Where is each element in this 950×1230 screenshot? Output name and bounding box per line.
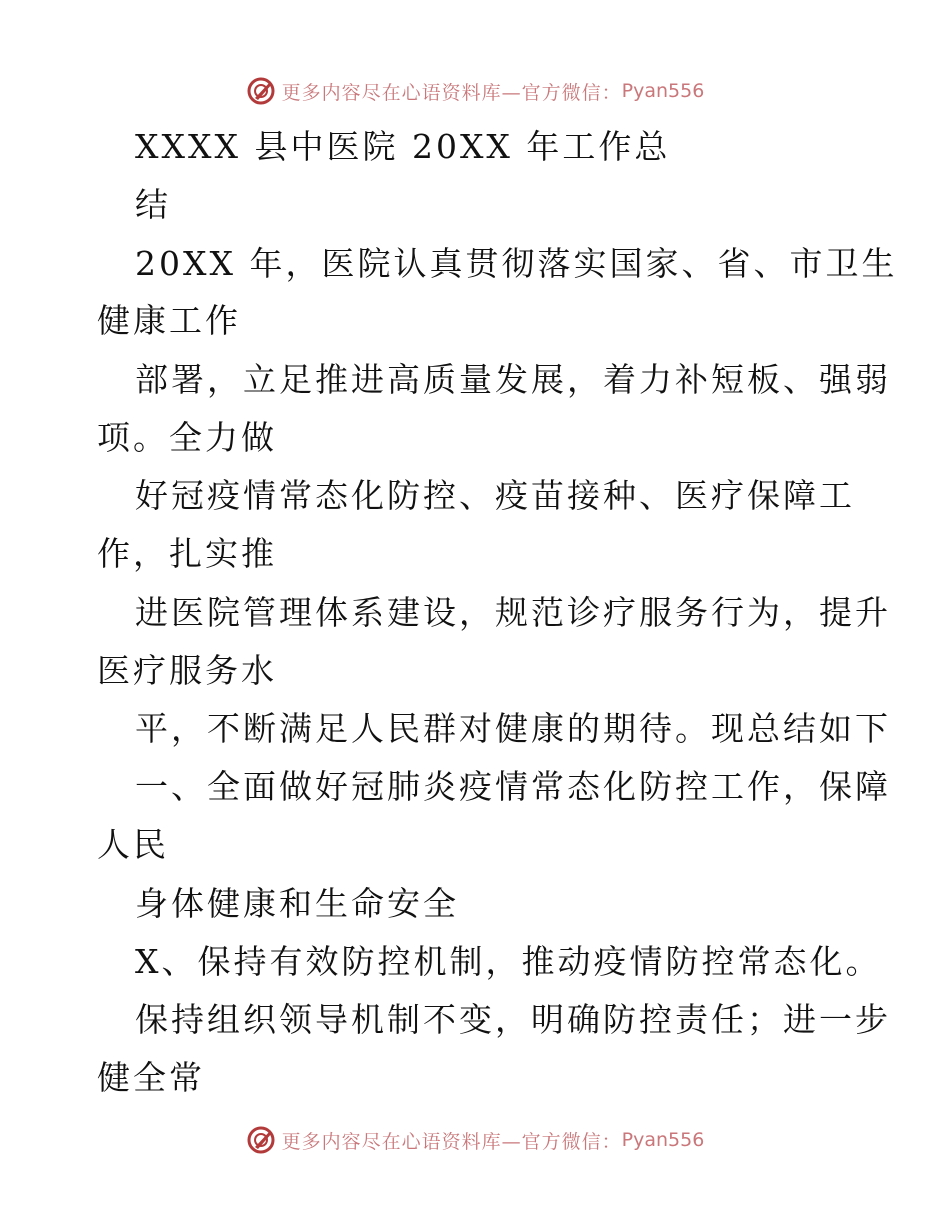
doc-line: 保持组织领导机制不变，明确防控责任；进一步 xyxy=(135,1000,891,1039)
quill-logo-icon xyxy=(246,76,276,106)
doc-line: 平，不断满足人民群对健康的期待。现总结如下 xyxy=(135,709,891,748)
header-wechat-id: Pyan556 xyxy=(621,80,705,102)
doc-line: XXXX 县中医院 20XX 年工作总 xyxy=(135,127,671,166)
doc-line: 人民 xyxy=(97,825,169,864)
doc-line: X、保持有效防控机制，推动疫情防控常态化。 xyxy=(135,942,882,981)
footer-banner[interactable] xyxy=(0,1120,950,1160)
quill-logo-icon xyxy=(246,1125,276,1155)
footer-banner-text: 更多内容尽在心语资料库—官方微信： xyxy=(281,1130,622,1153)
doc-line: 进医院管理体系建设，规范诊疗服务行为，提升 xyxy=(135,593,891,632)
doc-line: 部署，立足推进高质量发展，着力补短板、强弱 xyxy=(135,360,891,399)
doc-line: 好冠疫情常态化防控、疫苗接种、医疗保障工 xyxy=(135,476,855,515)
doc-line: 健全常 xyxy=(97,1058,205,1097)
doc-line: 作，扎实推 xyxy=(97,534,277,573)
footer-wechat-id: Pyan556 xyxy=(621,1129,705,1151)
header-banner-text: 更多内容尽在心语资料库—官方微信： xyxy=(281,81,622,104)
doc-line: 健康工作 xyxy=(97,301,241,340)
doc-line: 结 xyxy=(135,185,171,224)
doc-line: 20XX 年，医院认真贯彻落实国家、省、市卫生 xyxy=(135,244,898,283)
header-banner[interactable] xyxy=(0,71,950,111)
doc-line: 身体健康和生命安全 xyxy=(135,884,459,923)
doc-line: 一、全面做好冠肺炎疫情常态化防控工作，保障 xyxy=(135,767,891,806)
doc-line: 项。全力做 xyxy=(97,418,277,457)
doc-line: 医疗服务水 xyxy=(97,651,277,690)
